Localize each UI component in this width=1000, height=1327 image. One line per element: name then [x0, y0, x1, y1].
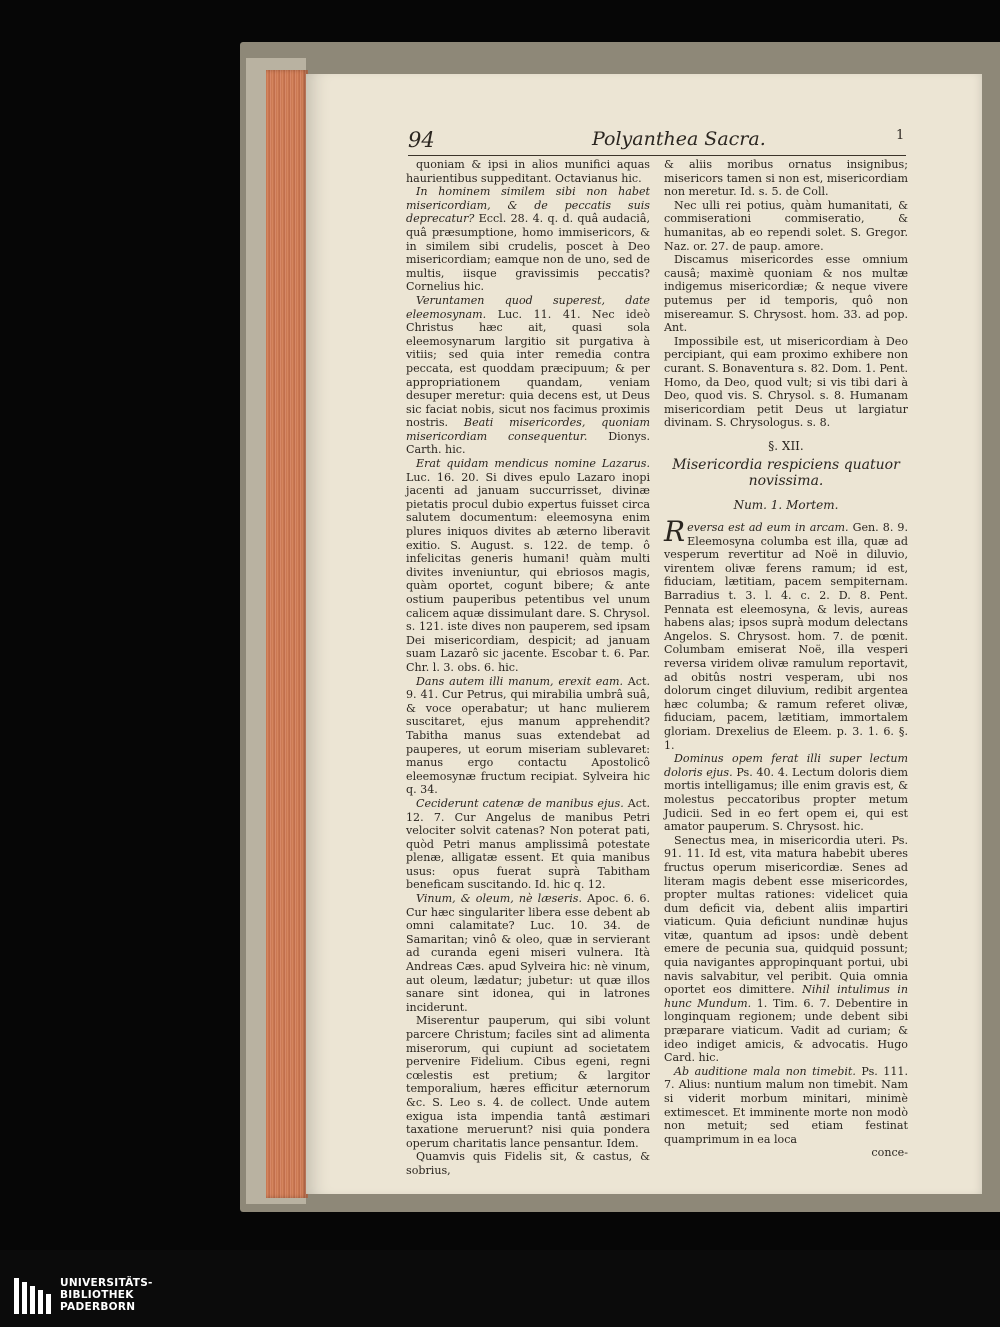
lemma: Ceciderunt catenæ de manibus ejus. [416, 796, 624, 810]
right-column [664, 158, 908, 1160]
paragraph [406, 675, 650, 797]
paragraph [664, 253, 908, 335]
paragraph [406, 457, 650, 675]
running-title: Polyanthea Sacra. [592, 128, 766, 150]
paragraph [664, 515, 908, 752]
paragraph-text: & aliis moribus ornatus insignibus; misericors tamen si non est, misericordiam non meretur. Id. s. 5. de Coll. [664, 158, 908, 199]
paragraph-text: Senectus mea, in misericordia uteri. Ps. 91. 11. Id est, vita matura habebit uberes fructus operum misericordiæ. Senes ad literam magis debent esse misericordes, propter multas rationes: videlicet quia dum deficit via, debent aliis impartiri viaticum. Quia deficiunt nundinæ hujus vitæ, quantum ad ipsos: undè debent emere de pecunia sua, quidquid possunt; quia navigantes appropinquant portui, ubi navis salvabitur, vel peribit. Quia omnia oportet eos dimittere. [664, 833, 908, 997]
paragraph-text: Discamus misericordes esse omnium causâ; maximè quoniam & nos multæ indigemus misericordiæ; & neque vivere putemus per id temporis, quô non misereamur. S. Chrysost. hom. 33. ad pop. Ant. [664, 253, 908, 335]
paragraph-text: Apoc. 6. 6. Cur hæc singulariter libera esse debent ab omni calamitate? Luc. 10. 34. de Samaritan; vinô & oleo, quæ in servierant ad curanda egeni miseri vulnera. Ità Andreas Cæs. apud Sylveira hic: nè vinum, aut oleum, lædatur; jubetur: ut quæ illos sanare sint idonea, qui in latrones inciderunt. [406, 892, 650, 1014]
paragraph [664, 158, 908, 199]
paragraph [664, 335, 908, 430]
section-title: Misericordia respiciens quatuor novissima. [672, 457, 900, 490]
paragraph-text: Quamvis quis Fidelis sit, & castus, & sobrius, [406, 1150, 650, 1177]
margin-mark: 1 [896, 128, 905, 143]
paragraph-text: Miserentur pauperum, qui sibi volunt parcere Christum; faciles sint ad alimenta miserorum, qui cupiunt ad societatem pervenire Fidelium. Cibus egeni, regni cœlestis est pretium; & largitor temporalium, hæres efficitur æternorum &c. S. Leo s. 4. de collect. Unde autem exigua ista impendia tantâ æstimari taxatione meruerunt? nisi quia pondera operum charitatis lance pensantur. Idem. [406, 1014, 650, 1150]
lemma: Ab auditione mala non timebit. [674, 1064, 856, 1078]
left-column [406, 158, 650, 1178]
paragraph-text: Eccl. 28. 4. q. d. quâ audaciâ, quâ præsumptione, homo immisericors, & in similem sibi crudelis, poscet à Deo misericordiam; eamque non de uno, sed de multis, iisque gravissimis peccatis? Cornelius hic. [406, 212, 650, 294]
paragraph-text: Impossibile est, ut misericordiam à Deo percipiant, qui eam proximo exhibere non curant. S. Bonaventura s. 82. Dom. 1. Pent. Homo, da Deo, quod vult; si vis tibi dari à Deo, quod vis. S. Chrysol. s. 8. Humanam misericordiam petit Deus ut largiatur divinam. S. Chrysologus. s. 8. [664, 334, 908, 430]
red-page-edges [266, 70, 308, 1198]
paragraph-text: Act. 9. 41. Cur Petrus, qui mirabilia umbrâ suâ, & voce operabatur; ut hanc mulierem suscitaret, ejus manum apprehendit? Tabitha manus suas extendebat ad pauperes, ut eorum miseriam sublevaret: manus ergo contactu Apostolicô eleemosynæ fructum recipiat. Sylveira hic q. 34. [406, 674, 650, 797]
header-rule [408, 155, 906, 156]
paragraph-text: Luc. 16. 20. Si dives epulo Lazaro inopi jacenti ad januam succurrisset, divinæ pietatis procul dubio expertus fuisset circa salutem documentum: eleemosyna enim plures iniquos divites ab æterno liberavit exitio. S. August. s. 122. de temp. ô infelicitas generis humani! quàm multi divites inveniuntur, qui ebriosos magis, quàm oportet, cogunt bibere; & ante ostium pauperibus petentibus vel unum calicem aquæ dissimulant dare. S. Chrysol. s. 121. iste dives non pauperem, sed ipsam Dei misericordiam, despicit; ad januam suam Lazarô sic jacente. Escobar t. 6. Par. Chr. l. 3. obs. 6. hic. [406, 470, 650, 674]
paragraph [406, 158, 650, 185]
paragraph [664, 199, 908, 253]
paragraph-text: Ps. 40. 4. Lectum doloris diem mortis intelligamus; ille enim gravis est, & molestus peccatoribus propter metum Judicii. Sed in eo fert opem ei, qui est amator pauperum. S. Chrysost. hic. [664, 765, 908, 834]
paragraph-text: Luc. 11. 41. Nec ideò Christus hæc ait, quasi sola eleemosynarum largitio sit purgativa à vitiis; sed quia inter remedia contra peccata, est quoddam præcipuum; & per appropriationem quandam, veniam desuper meretur: quia decens est, ut Deus sic faciat nobis, sicut nos facimus proximis nostris. [406, 307, 650, 430]
lemma: Vinum, & oleum, nè læseris. [416, 892, 582, 906]
lemma: Nihil intulimus in hunc Mundum. [664, 983, 909, 1010]
library-name-line: BIBLIOTHEK [60, 1289, 134, 1301]
paragraph-text: Ps. 111. 7. Alius: nuntium malum non timebit. Nam si viderit morbum minitari, minimè extimescet. Et imminente morte non modò non metuit; sed etiam festinat quamprimum in ea loca [664, 1064, 908, 1146]
lemma: Dans autem illi manum, erexit eam. [416, 674, 624, 688]
paragraph [406, 797, 650, 892]
lemma: Beati misericordes, quoniam misericordiam consequentur. [406, 416, 651, 443]
library-name-line: UNIVERSITÄTS- [60, 1277, 153, 1289]
lemma: In hominem similem sibi non habet misericordiam, & de peccatis suis deprecatur? [406, 185, 650, 226]
lemma: Veruntamen quod superest, date eleemosynam. [406, 293, 650, 321]
paragraph [664, 1065, 908, 1147]
library-name [60, 1277, 153, 1313]
section-number: §. XII. [768, 438, 804, 453]
paragraph [406, 185, 650, 294]
lemma: Erat quidam mendicus nomine Lazarus. [416, 457, 650, 471]
paragraph [664, 752, 908, 834]
paragraph-text: 1. Tim. 6. 7. Debentire in longinquam regionem; unde debent sibi præparare viaticum. Vadit ad curiam; & ideo indiget amicis, & advocatis. Hugo Card. hic. [664, 996, 908, 1065]
paragraph [664, 834, 908, 1065]
subsection-heading: Num. 1. Mortem. [733, 498, 839, 513]
lemma: Reversa est ad eum in arcam. [664, 515, 849, 549]
catchword: conce- [871, 1146, 908, 1160]
page-number: 94 [408, 128, 435, 152]
lemma: Dominus opem ferat illi super lectum doloris ejus. [664, 752, 908, 779]
paragraph [406, 1014, 650, 1150]
library-logo-icon [14, 1278, 54, 1314]
paragraph-text: quoniam & ipsi in alios munifici aquas haurientibus suppeditant. Octavianus hic. [406, 158, 650, 185]
paragraph-text: Gen. 8. 9. Eleemosyna columba est illa, quæ ad vesperum revertitur ad Noë in diluvio, virentem olivæ ferens ramum; id est, fiduciam, lætitiam, pacem sempiternam. Barradius t. 3. l. 4. c. 2. D. 8. Pent. Pennata est eleemosyna, & levis, aureas habens alas; ipsos suprà modum delectans Angelos. S. Chrysost. hom. 7. de pœnit. Columbam emiserat Noë, illa vesperi reversa viridem olivæ ramulum reportavit, ad obitûs nostri vesperam, ubi nos dolorum cinget diluvium, redibit argentea hæc columba; & ramum referet olivæ, fiduciam, pacem, lætitiam, immortalem gloriam. Drexelius de Eleem. p. 3. 1. 6. §. 1. [664, 521, 908, 752]
paragraph [406, 294, 650, 457]
library-name-line: PADERBORN [60, 1301, 136, 1313]
paragraph-text: Nec ulli rei potius, quàm humanitati, & commiserationi commiseratio, & humanitas, ab eo rependi solet. S. Gregor. Naz. or. 27. de paup. amore. [664, 198, 908, 253]
paragraph [406, 1150, 650, 1177]
paragraph-text: Act. 12. 7. Cur Angelus de manibus Petri velociter solvit catenas? Non poterat pati, quòd Petri manus amplissimâ potestate plenæ, alligatæ essent. Et quia manibus usus: opus fuerat suprà Tabitham beneficam suscitando. Id. hic q. 12. [406, 796, 650, 892]
paragraph [406, 892, 650, 1014]
source: Dionys. Carth. hic. [406, 429, 650, 457]
